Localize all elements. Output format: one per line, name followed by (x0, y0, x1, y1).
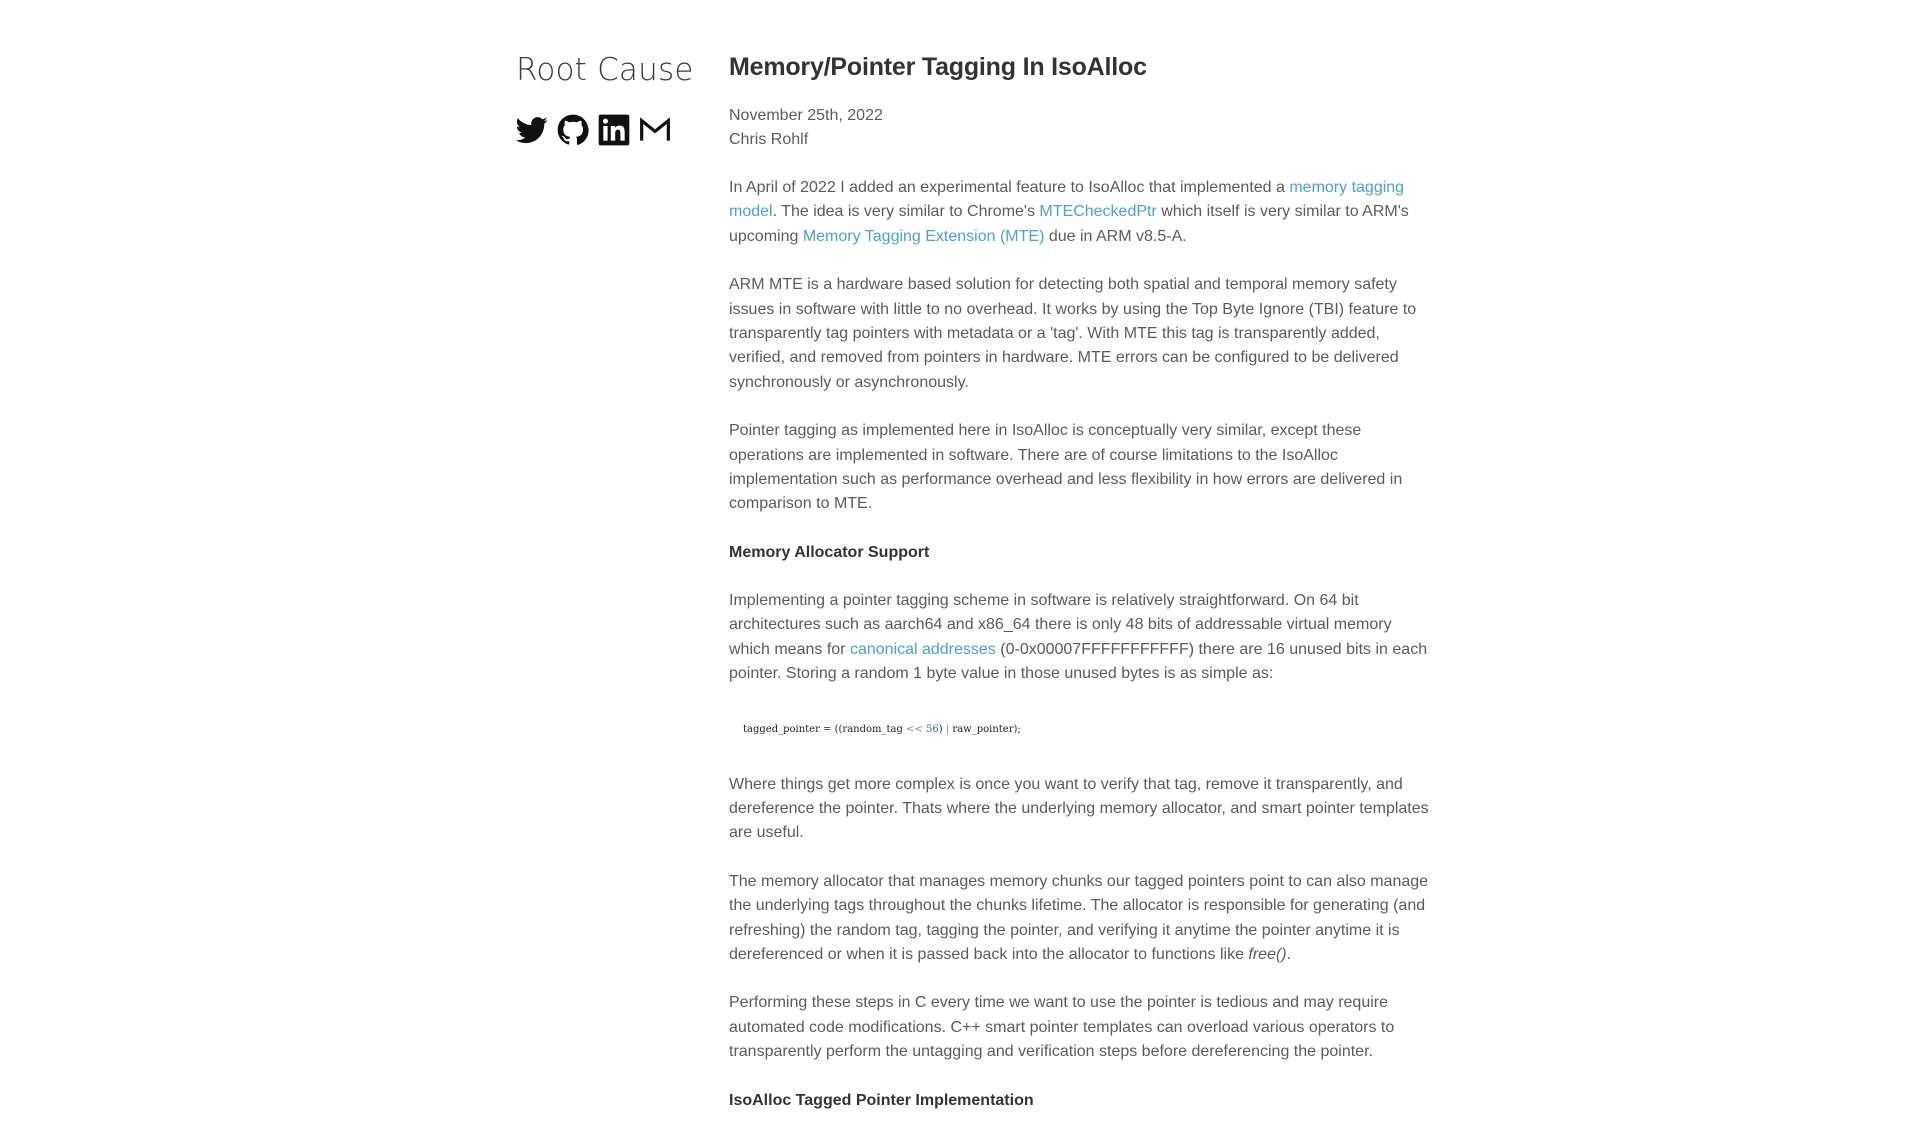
paragraph-intro (729, 176, 1434, 249)
heading-isoalloc-implementation: IsoAlloc Tagged Pointer Implementation (729, 1091, 1034, 1109)
paragraph-text: (0-0x00007FFFFFFFFFFF) there are 16 unused bits in each pointer. Storing a random 1 byte value in those unused bytes is as simple as: (729, 640, 1428, 683)
twitter-link[interactable] (516, 114, 548, 146)
code-number: 56 (926, 723, 939, 735)
memory-tagging-model-link[interactable]: memory tagging model (729, 179, 1405, 221)
paragraph-text: due in ARM v8.5-A. (1044, 227, 1187, 245)
post-title: Memory/Pointer Tagging In IsoAlloc (729, 53, 1147, 81)
paragraph-text: . The idea is very similar to Chrome's (772, 203, 1040, 221)
twitter-icon (516, 114, 548, 146)
heading-memory-allocator-support: Memory Allocator Support (729, 543, 930, 561)
paragraph-text: The memory allocator that manages memory chunks our tagged pointers point to can also manage the underlying tags throughout the chunks lifetime. The allocator is responsible for generating (and refreshing) the random tag, tagging the pointer, and verifying it anytime the pointer anytime it is dereferenced or when it is passed back into the allocator to functions like (729, 872, 1429, 963)
code-operator: | (945, 723, 950, 735)
free-function: free() (1248, 945, 1287, 963)
code-block (729, 711, 1434, 749)
mte-link[interactable]: Memory Tagging Extension (MTE) (802, 227, 1045, 245)
site-title-link[interactable]: Root Cause (516, 52, 694, 88)
paragraph-text: In April of 2022 I added an experimental feature to IsoAlloc that implemented a (729, 179, 1290, 196)
paragraph-implementing (729, 589, 1434, 687)
code-text: tagged_pointer = ((random_tag (743, 723, 907, 735)
linkedin-icon (598, 114, 630, 146)
post-date: November 25th, 2022 (729, 107, 883, 124)
paragraph-complexity: Where things get more complex is once you want to verify that tag, remove it transparently, and dereference the pointer. Thats where the underlying memory allocator, and smart pointer templates are useful. (729, 775, 1429, 842)
code-operator: << (906, 723, 923, 735)
post-content (729, 53, 1434, 1137)
paragraph-text: which itself is very similar to ARM's upcoming (729, 203, 1409, 245)
post-meta (729, 104, 1434, 152)
linkedin-link[interactable] (598, 114, 630, 146)
mtecheckedptr-link[interactable]: MTECheckedPtr (1039, 203, 1157, 221)
paragraph-text: Implementing a pointer tagging scheme in software is relatively straightforward. On 64 bit architectures such as aarch64 and x86_64 there is only 48 bits of addressable virtual memory which means for (729, 591, 1392, 658)
canonical-addresses-link[interactable]: canonical addresses (849, 640, 996, 658)
github-icon (557, 114, 589, 146)
paragraph-text: . (1286, 945, 1292, 963)
github-link[interactable] (557, 114, 589, 146)
post-body (729, 176, 1434, 1113)
paragraph-pointer-tagging: Pointer tagging as implemented here in IsoAlloc is conceptually very similar, except these operations are implemented in software. There are of course limitations to the IsoAlloc implementation such as performance overhead and less flexibility in how errors are delivered in comparison to MTE. (729, 422, 1403, 513)
paragraph-smart-pointers: Performing these steps in C every time we want to use the pointer is tedious and may require automated code modifications. C++ smart pointer templates can overload various operators to transparently perform the untagging and verification steps before dereferencing the pointer. (729, 994, 1395, 1061)
paragraph-allocator (729, 870, 1434, 968)
code-text: raw_pointer); (949, 723, 1021, 735)
code-text: ) (938, 723, 946, 735)
post-author: Chris Rohlf (729, 131, 809, 148)
social-links (516, 114, 706, 146)
gmail-icon (639, 114, 671, 146)
email-link[interactable] (639, 114, 671, 146)
sidebar (516, 52, 706, 146)
paragraph-arm-mte: ARM MTE is a hardware based solution for detecting both spatial and temporal memory safety issues in software with little to no overhead. It works by using the Top Byte Ignore (TBI) feature to transparently tag pointers with metadata or a 'tag'. With MTE this tag is transparently added, verified, and removed from pointers in hardware. MTE errors can be configured to be delivered synchronously or asynchronously. (729, 276, 1417, 391)
